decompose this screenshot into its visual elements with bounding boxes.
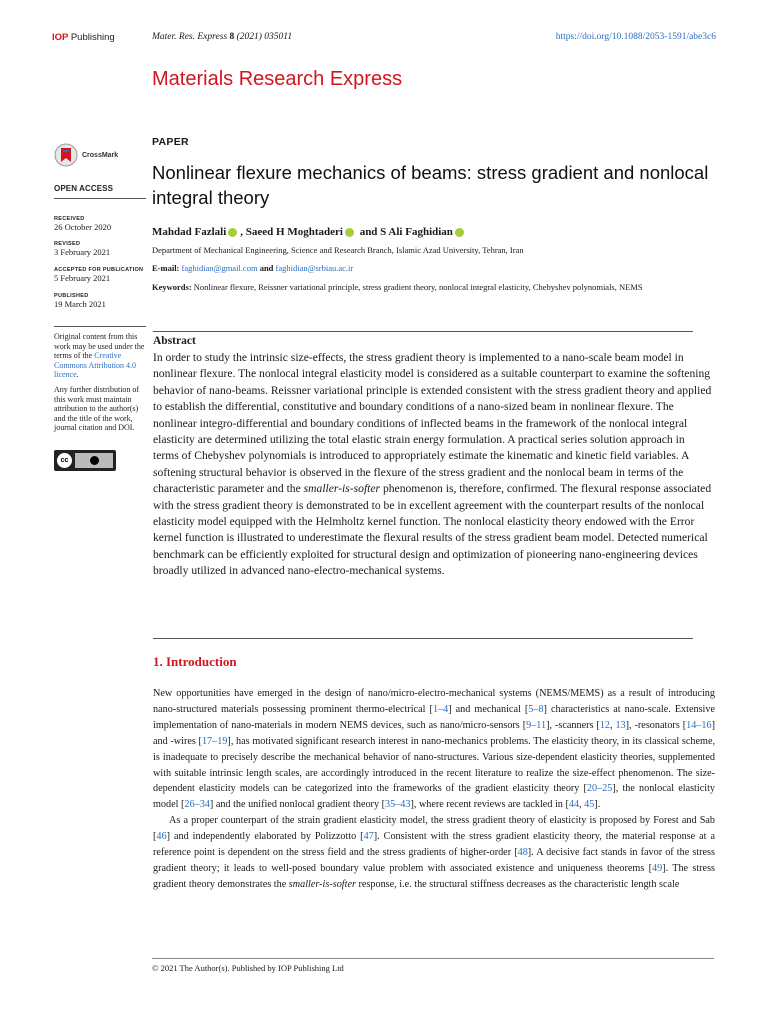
- email-link-1[interactable]: faghidian@gmail.com: [181, 263, 258, 273]
- crossmark-icon: [54, 143, 78, 167]
- licence-notice: [54, 332, 146, 438]
- doi-link[interactable]: https://doi.org/10.1088/2053-1591/abe3c6: [555, 32, 716, 42]
- licence-paragraph-1: Original content from this work may be used under the terms of the Creative Commons Attribution 4.0 licence.: [54, 332, 145, 380]
- citation-link[interactable]: 44: [568, 799, 580, 811]
- crossmark-button[interactable]: [54, 142, 140, 168]
- citation-link[interactable]: 13: [615, 719, 626, 731]
- licence-link[interactable]: Creative Commons Attribution 4.0 licence: [54, 351, 137, 380]
- publisher-text: Publishing: [70, 32, 115, 43]
- citation-link[interactable]: 17–19: [201, 735, 228, 747]
- citation-link[interactable]: 5–8: [528, 703, 544, 715]
- sidebar-divider: [54, 198, 146, 199]
- email-link-2[interactable]: faghidian@srbiau.ac.ir: [275, 263, 354, 273]
- citation-line: [152, 32, 292, 42]
- date-received: RECEIVED 26 October 2020: [54, 216, 112, 232]
- footer-rule: [152, 958, 714, 959]
- date-revised: REVISED 3 February 2021: [54, 241, 111, 257]
- open-access-label: OPEN ACCESS: [54, 184, 114, 193]
- crossmark-label: CrossMark: [82, 151, 119, 159]
- citation-link[interactable]: 20–25: [586, 783, 613, 795]
- email-line: E-mail: faghidian@gmail.com and faghidian@srbiau.ac.ir: [152, 263, 354, 273]
- date-published: PUBLISHED 19 March 2021: [54, 293, 106, 309]
- orcid-icon[interactable]: [455, 228, 464, 237]
- cc-by-badge[interactable]: [54, 450, 116, 471]
- citation-link[interactable]: 14–16: [686, 719, 712, 731]
- citation-link[interactable]: 35–43: [384, 799, 411, 811]
- cc-icon: cc: [57, 453, 72, 468]
- attribution-icon: [75, 453, 113, 468]
- journal-abbrev: Mater. Res. Express: [152, 32, 228, 42]
- citation-link[interactable]: 46: [156, 831, 167, 843]
- keywords: Keywords: Nonlinear flexure, Reissner variational principle, stress gradient theory, nonlocal integral elasticity, Chebyshev polynomials, NEMS: [152, 282, 643, 292]
- abstract-text: In order to study the intrinsic size-effects, the stress gradient theory is implemented to a nano-scale beam model in nonlinear flexure. The nonlocal integral elasticity model is considered as a suitable counterpart to examine the softening behavior of nano-beams. Reissner variational principle is extended consistent with the stress gradient theory and applied to establish the differential, constitutive and boundary conditions of a nano-sized beam in nonlinear flexure. The nonlinear integro-differential and boundary conditions of inflected beams in the framework of the nonlocal integral elasticity are determined utilizing the total elastic strain energy formulation. A practical series solution approach in terms of Chebyshev polynomials is introduced to appropriately estimate the kinematic and kinetic field variables. A softening structural behavior is observed in the flexure of the stress gradient and the nonlocal beam in terms of the characteristic parameter and the smaller-is-softer phenomenon is, therefore, confirmed. The flexural response associated with the stress gradient theory is demonstrated to be in excellent agreement with the counterpart results of the nonlocal elasticity model equipped with the Helmholtz kernel function. The nonlocal elasticity theory endowed with the Error kernel function is illustrated to underestimate the flexural results of the stress gradient beam model. Detected numerical benchmark can be efficiently exploited for structural design and optimization of pioneering nano-engineering devices broadly utilized in advanced nano-electro-mechanical systems.: [153, 351, 712, 578]
- citation-link[interactable]: 12: [599, 719, 610, 731]
- intro-paragraph-2: As a proper counterpart of the strain gradient elasticity model, the stress gradient theory of elasticity is proposed by Forest and Sab [46] and independently elaborated by Polizzotto [47]. Consistent with the stress gradient elasticity theory, the material response at a reference point is dependent on the stress field and the stress gradients of higher-order [48]. A decisive fact stands in favor of the stress gradient theory; it leads to well-posed boundary value problem with associated existence and uniqueness theorems [49]. The stress gradient theory demonstrates the smaller-is-softer response, i.e. the structural stiffness decreases as the characteristic length scale: [153, 815, 715, 890]
- abstract-bottom-rule: [153, 638, 693, 639]
- licence-divider: [54, 326, 146, 327]
- intro-paragraph-1: New opportunities have emerged in the design of nano/micro-electro-mechanical systems (NEMS/MEMS) as a result of introducing nano-structured materials possessing prominent thermo-electrical [1–4] and mechanical [5–8] characteristics at nano-scale. Extensive implementation of nano-materials in modern NEMS devices, such as nano/micro-sensors [9–11], -scanners [12, 13], -resonators [14–16] and -wires [17–19], has motivated significant research interest in nano-mechanics problems. The elasticity theory, in its classical scheme, is inadequate to precisely describe the mechanical behavior of nano-structures. Various size-dependent elasticity theories, supplemented with suitable intrinsic length scales, are accordingly introduced in the recent literature to realize the size-effect phenomenon. The size-dependent elasticity models can be categorized into the frameworks of the gradient elasticity theory [20–25], the nonlocal elasticity model [26–34] and the unified nonlocal gradient theory [35–43], where recent reviews are tackled in [44, 45].: [153, 688, 716, 811]
- author-list: [152, 226, 467, 238]
- orcid-icon[interactable]: [228, 228, 237, 237]
- citation-link[interactable]: 47: [363, 831, 374, 843]
- author-2: , Saeed H Moghtaderi: [240, 226, 343, 238]
- citation-link[interactable]: 1–4: [432, 703, 449, 715]
- citation-link[interactable]: 49: [651, 862, 663, 874]
- citation-link[interactable]: 26–34: [184, 799, 210, 811]
- author-1: Mahdad Fazlali: [152, 226, 227, 238]
- abstract-heading: Abstract: [153, 335, 196, 347]
- author-3: and S Ali Faghidian: [359, 226, 453, 238]
- publisher-logo: [52, 32, 115, 43]
- italic-term: smaller-is-softer: [288, 878, 356, 890]
- citation-link[interactable]: 9–11: [526, 719, 547, 731]
- section-heading-introduction: 1. Introduction: [153, 654, 237, 669]
- licence-paragraph-2: Any further distribution of this work must maintain attribution to the author(s) and the title of the work, journal citation and DOI.: [54, 384, 140, 433]
- orcid-icon[interactable]: [345, 228, 354, 237]
- journal-title: Materials Research Express: [152, 68, 403, 90]
- article-type: PAPER: [152, 136, 189, 148]
- citation-link[interactable]: 45: [584, 799, 595, 811]
- volume: 8: [229, 32, 235, 42]
- introduction-body: [153, 686, 715, 893]
- abstract-top-rule: [153, 331, 693, 332]
- article-title: Nonlinear flexure mechanics of beams: stress gradient and nonlocal integral theory: [152, 162, 709, 208]
- affiliation: Department of Mechanical Engineering, Science and Research Branch, Islamic Azad University, Tehran, Iran: [152, 245, 524, 255]
- date-accepted: ACCEPTED FOR PUBLICATION 5 February 2021: [54, 267, 144, 283]
- citation-link[interactable]: 48: [517, 847, 528, 859]
- year-article: (2021) 035011: [236, 32, 293, 42]
- copyright-footer: © 2021 The Author(s). Published by IOP Publishing Ltd: [152, 963, 344, 973]
- publisher-mark: IOP: [52, 32, 69, 43]
